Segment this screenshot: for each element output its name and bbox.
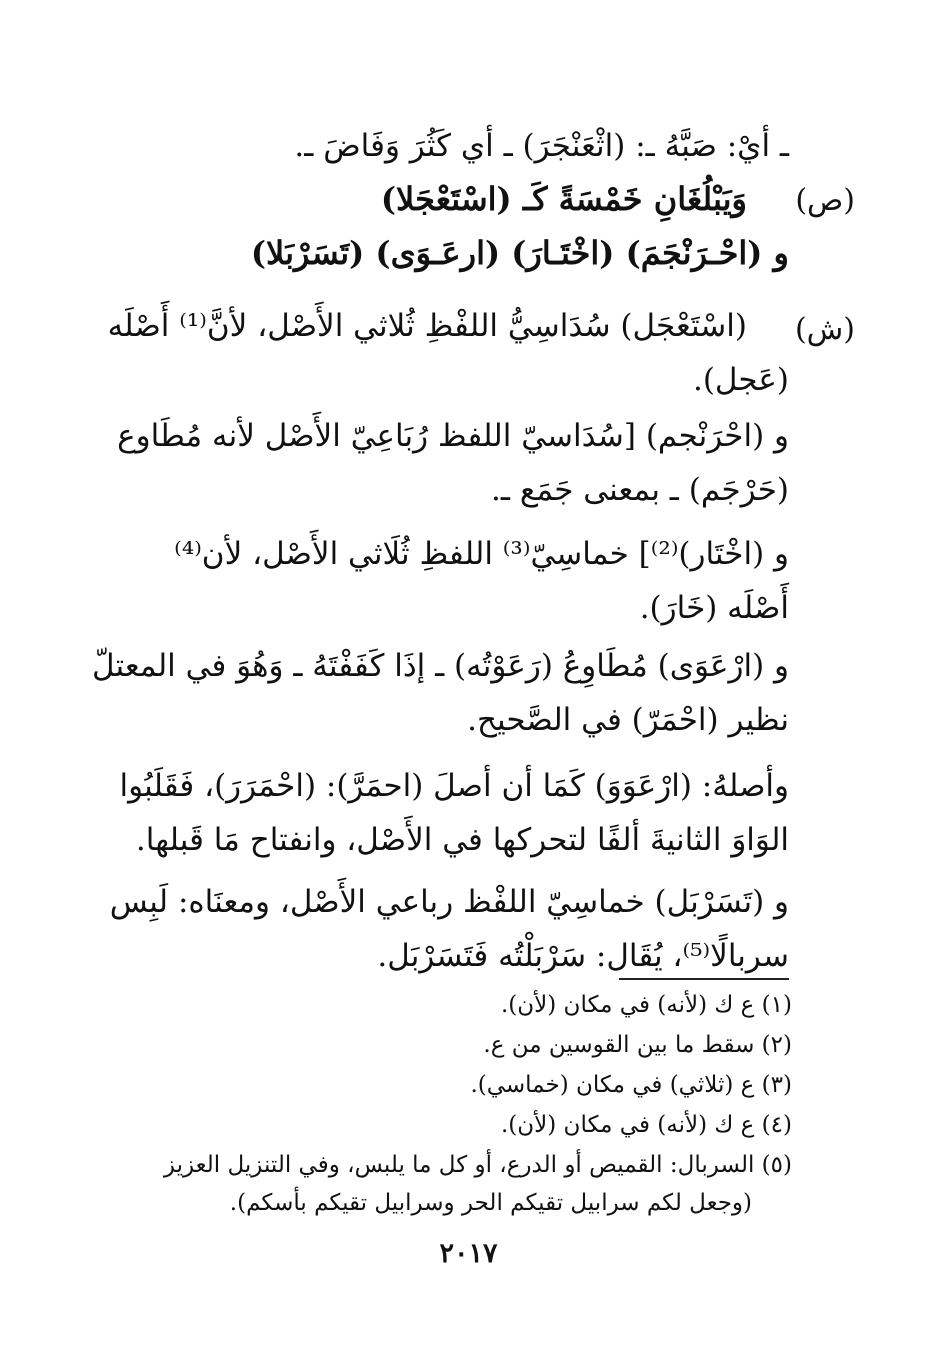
footnote-3: (٣) ع (ثلاثي) في مكان (خماسي).	[470, 1072, 792, 1098]
verse-line-2: و (احْـرَنْجَمَ) (اخْتَـارَ) (ارعَـوَى) (تَسَرْبَلا)	[250, 234, 789, 272]
paragraph-3-line-2: أَصْلَه (خَارَ).	[639, 590, 789, 626]
paragraph-6-line-2: سربالًا⁽⁵⁾، يُقَال: سَرْبَلْتُه فَتَسَرْبَل.	[377, 938, 789, 974]
footnote-1: (١) ع ك (لأنه) في مكان (لأن).	[500, 992, 792, 1018]
footnote-separator	[619, 978, 789, 980]
verse-line-1: وَيَبْلُغَانِ خَمْسَةً كَـ (اسْتَعْجَلا)	[380, 180, 747, 218]
paragraph-3-line-1: و (اخْتَار)⁽²⁾] خماسِيّ⁽³⁾ اللفظِ ثُلَاثي الأَصْل، لأن⁽⁴⁾	[174, 536, 789, 572]
paragraph-2-line-2: (حَرْجَم) ـ بمعنى جَمَع ـ.	[491, 472, 789, 508]
paragraph-1-line-1: (اسْتَعْجَل) سُدَاسِيُّ اللفْظِ ثُلاثي الأَصْل، لأنَّ⁽¹⁾ أَصْلَه	[107, 308, 747, 344]
commentary-marker: (ش)	[794, 312, 855, 347]
footnote-2: (٢) سقط ما بين القوسين من ع.	[483, 1032, 792, 1058]
paragraph-1-line-2: (عَجل).	[692, 362, 789, 398]
text-line-1: ـ أيْ: صَبَّهُ ـ: (اثْعَنْجَرَ) ـ أي كَثُرَ وَفَاضَ ـ.	[294, 128, 789, 164]
verse-marker: (ص)	[795, 183, 855, 218]
footnote-5-line-1: (٥) السربال: القميص أو الدرع، أو كل ما يلبس، وفي التنزيل العزيز	[163, 1152, 792, 1178]
paragraph-6-line-1: و (تَسَرْبَل) خماسِيّ اللفْظ رباعي الأَصْل، ومعنَاه: لَبِس	[109, 884, 789, 920]
paragraph-4-line-1: و (ارْعَوَى) مُطَاوِعُ (رَعَوْتُه) ـ إذَا كَفَفْتَهُ ـ وَهُوَ في المعتلّ	[92, 648, 789, 684]
page-number: ٢٠١٧	[439, 1238, 498, 1269]
paragraph-5-line-1: وأصلهُ: (ارْعَوَوَ) كَمَا أن أصلَ (احمَرَّ): (احْمَرَرَ)، فَقَلَبُوا	[119, 768, 789, 804]
paragraph-4-line-2: نظير (احْمَرّ) في الصَّحيح.	[467, 702, 789, 738]
footnote-5-line-2: (وجعل لكم سرابيل تقيكم الحر وسرابيل تقيكم بأسكم).	[229, 1190, 752, 1216]
paragraph-2-line-1: و (احْرَنْجم) [سُدَاسيّ اللفظ رُبَاعِيّ الأَصْل لأنه مُطَاوع	[117, 418, 789, 454]
footnote-4: (٤) ع ك (لأنه) في مكان (لأن).	[500, 1112, 792, 1138]
paragraph-5-line-2: الوَاوَ الثانيةَ ألفًا لتحركها في الأَصْل، وانفتاح مَا قَبلها.	[135, 822, 789, 858]
